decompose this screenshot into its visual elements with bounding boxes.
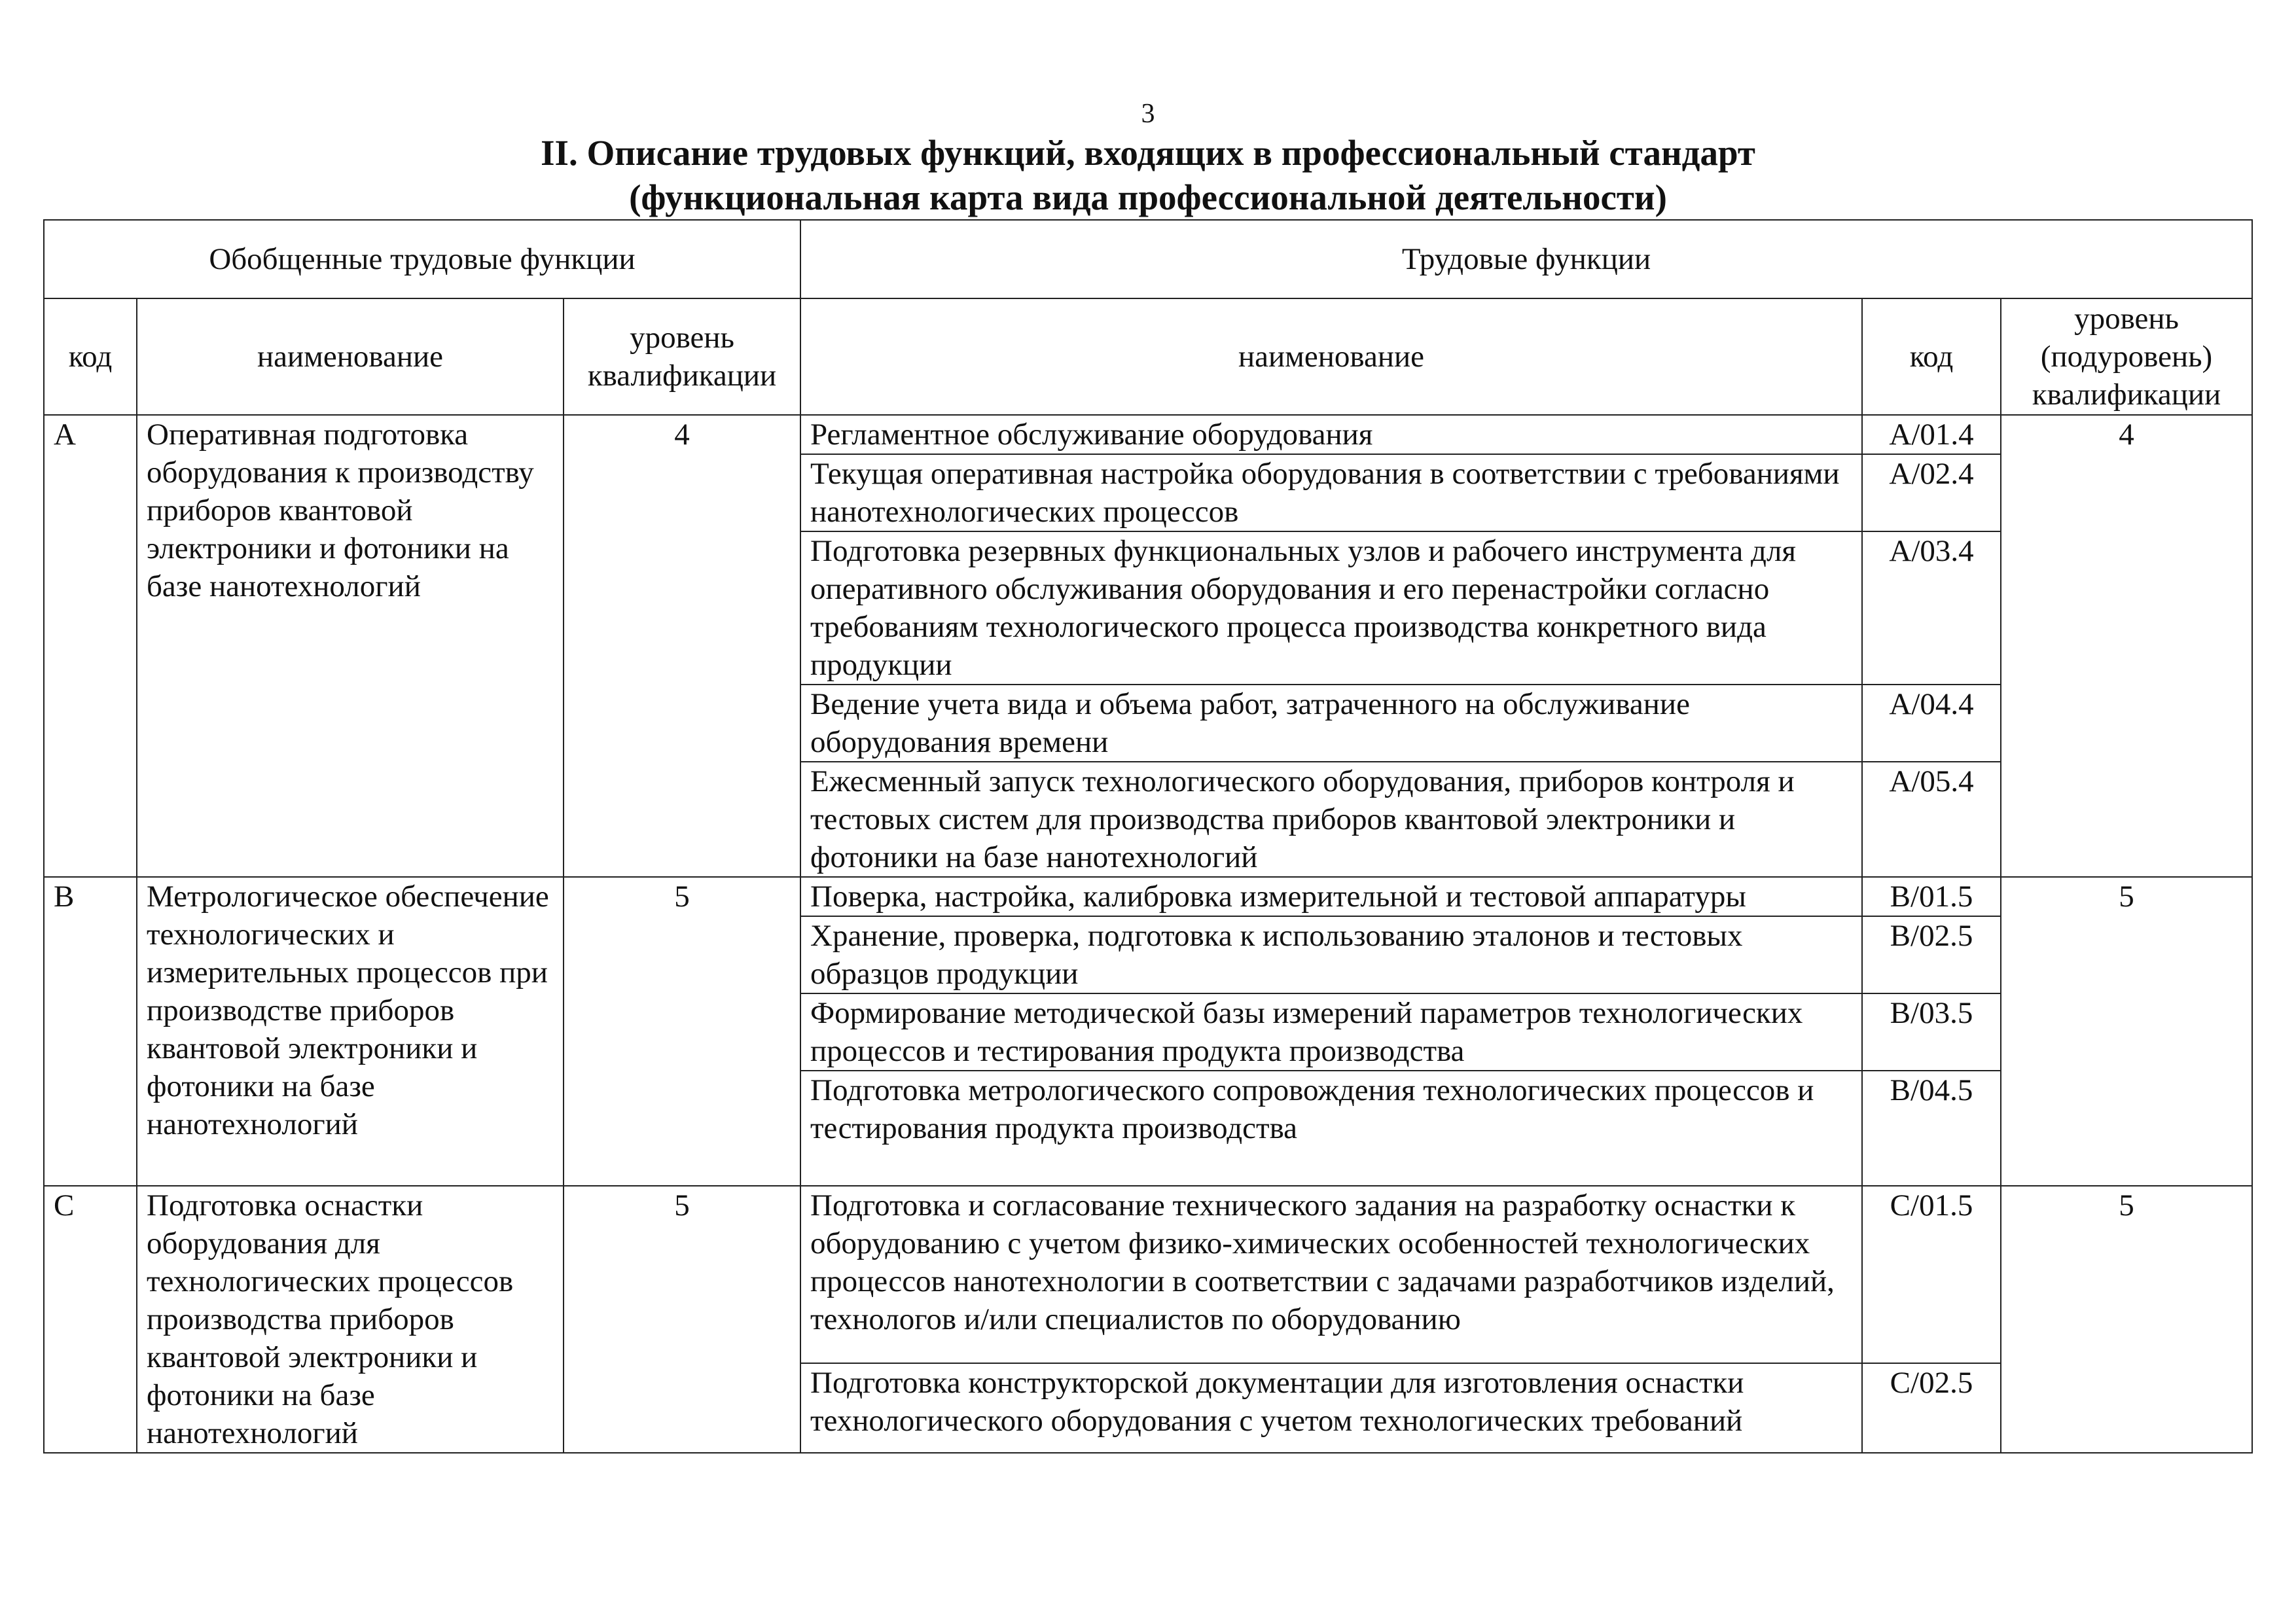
tf-name: Подготовка конструкторской документации для изготовления оснастки технологического оборудования с учетом технологических требований: [800, 1363, 1862, 1453]
gtf-code: C: [44, 1186, 137, 1453]
tf-sublevel: 5: [2001, 877, 2252, 1186]
column-header-name: наименование: [137, 298, 564, 415]
tf-code: C/01.5: [1862, 1186, 2001, 1363]
heading-line-1: II. Описание трудовых функций, входящих в профессиональный стандарт: [541, 133, 1755, 173]
functional-map-table: [43, 219, 2253, 1454]
gtf-name: Подготовка оснастки оборудования для технологических процессов производства приборов квантовой электроники и фотоники на базе нанотехнологий: [137, 1186, 564, 1453]
gtf-code: B: [44, 877, 137, 1186]
section-heading: [0, 131, 2296, 220]
gtf-name: Метрологическое обеспечение технологических и измерительных процессов при производстве приборов квантовой электроники и фотоники на базе нанотехнологий: [137, 877, 564, 1186]
gtf-name: Оперативная подготовка оборудования к производству приборов квантовой электроники и фотоники на базе нанотехнологий: [137, 415, 564, 877]
tf-name: Ведение учета вида и объема работ, затраченного на обслуживание оборудования времени: [800, 685, 1862, 762]
tf-name: Регламентное обслуживание оборудования: [800, 415, 1862, 454]
table-column-header-row: [44, 298, 2252, 415]
tf-code: A/05.4: [1862, 762, 2001, 877]
tf-code: B/04.5: [1862, 1071, 2001, 1186]
tf-code: B/02.5: [1862, 916, 2001, 993]
gtf-level: 5: [564, 1186, 800, 1453]
heading-line-2: (функциональная карта вида профессиональной деятельности): [629, 177, 1667, 217]
table-row: [44, 1186, 2252, 1363]
table-group-header-row: [44, 220, 2252, 298]
column-header-tf-code: код: [1862, 298, 2001, 415]
tf-name: Подготовка метрологического сопровождения технологических процессов и тестирования продукта производства: [800, 1071, 1862, 1186]
tf-code: B/03.5: [1862, 993, 2001, 1071]
tf-name: Поверка, настройка, калибровка измерительной и тестовой аппаратуры: [800, 877, 1862, 916]
tf-code: A/01.4: [1862, 415, 2001, 454]
header-labor-functions: Трудовые функции: [800, 220, 2252, 298]
column-header-tf-level: уровень (подуровень) квалификации: [2001, 298, 2252, 415]
tf-code: B/01.5: [1862, 877, 2001, 916]
tf-code: C/02.5: [1862, 1363, 2001, 1453]
tf-code: A/04.4: [1862, 685, 2001, 762]
gtf-level: 5: [564, 877, 800, 1186]
tf-name: Хранение, проверка, подготовка к использованию эталонов и тестовых образцов продукции: [800, 916, 1862, 993]
gtf-level: 4: [564, 415, 800, 877]
table-row: [44, 877, 2252, 916]
tf-name: Формирование методической базы измерений параметров технологических процессов и тестирования продукта производства: [800, 993, 1862, 1071]
gtf-code: A: [44, 415, 137, 877]
tf-sublevel: 4: [2001, 415, 2252, 877]
tf-code: A/03.4: [1862, 531, 2001, 685]
page-number: 3: [1141, 99, 1155, 129]
column-header-code: код: [44, 298, 137, 415]
tf-sublevel: 5: [2001, 1186, 2252, 1453]
table-row: [44, 415, 2252, 454]
tf-code: A/02.4: [1862, 454, 2001, 531]
tf-name: Текущая оперативная настройка оборудования в соответствии с требованиями нанотехнологических процессов: [800, 454, 1862, 531]
tf-name: Подготовка резервных функциональных узлов и рабочего инструмента для оперативного обслуживания оборудования и его перенастройки согласно требованиям технологического процесса производства конкретного вида продукции: [800, 531, 1862, 685]
column-header-tf-name: наименование: [800, 298, 1862, 415]
tf-name: Ежесменный запуск технологического оборудования, приборов контроля и тестовых систем для производства приборов квантовой электроники и фотоники на базе нанотехнологий: [800, 762, 1862, 877]
tf-name: Подготовка и согласование технического задания на разработку оснастки к оборудованию с учетом физико-химических особенностей технологических процессов нанотехнологии в соответствии с задачами разработчиков изделий, технологов и/или специалистов по оборудованию: [800, 1186, 1862, 1363]
column-header-level: уровень квалификации: [564, 298, 800, 415]
header-generalized-functions: Обобщенные трудовые функции: [44, 220, 800, 298]
